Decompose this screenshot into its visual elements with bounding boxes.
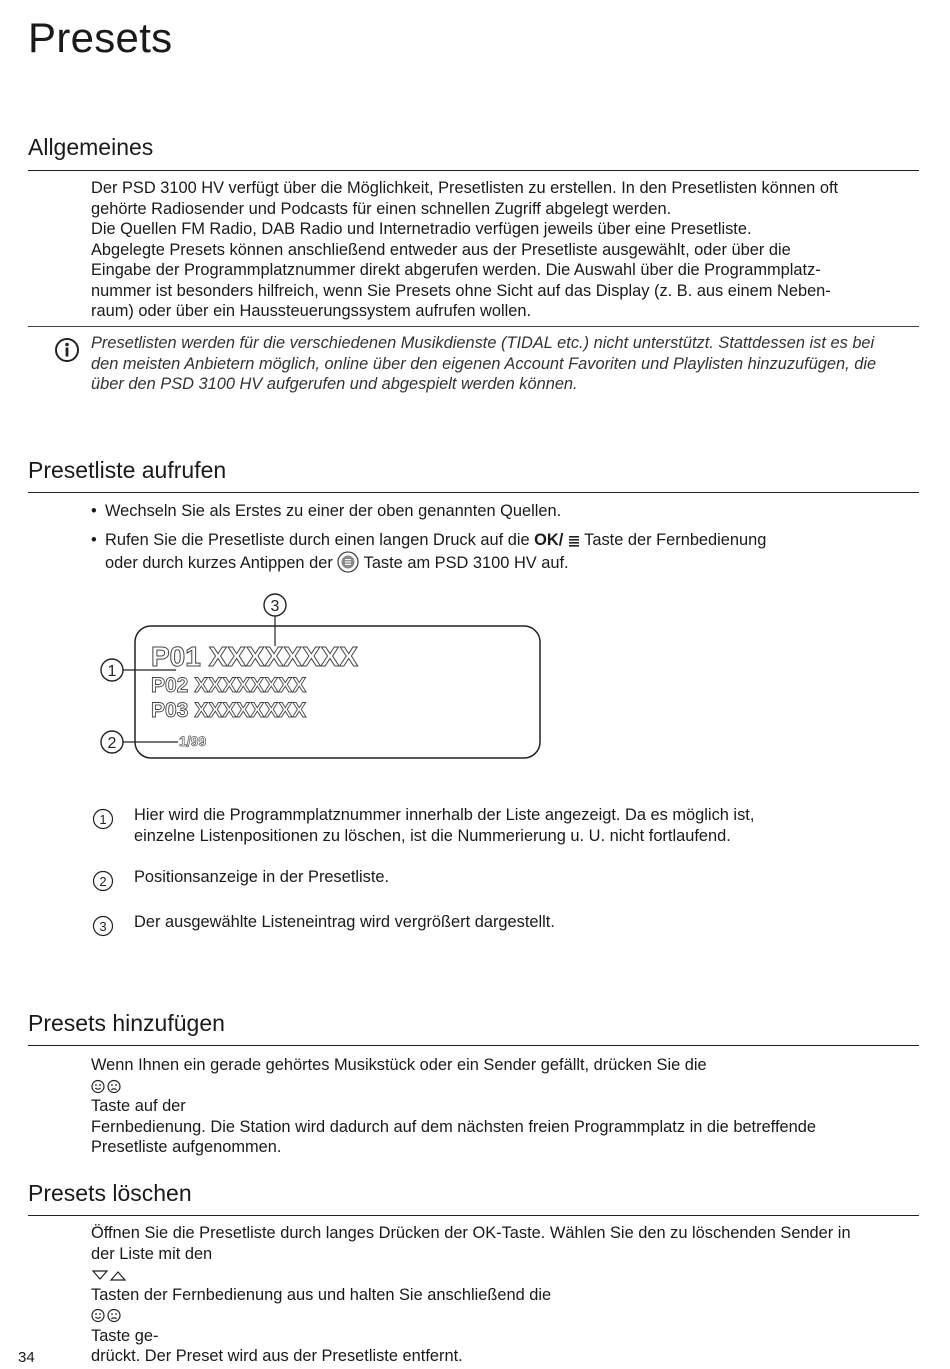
page-title: Presets [28, 14, 173, 61]
legend-text-3: Der ausgewählte Listeneintrag wird vergrößert dargestellt. [134, 913, 555, 931]
text-line: raum) oder über ein Haussteuerungssystem aufrufen wollen. [91, 302, 532, 320]
ok-key-label: OK [534, 531, 559, 549]
position-indicator: 1/99 [179, 733, 207, 749]
text-line: Öffnen Sie die Presetliste durch langes Drücken der OK-Taste. Wählen Sie den zu löschenden Sender in [91, 1224, 851, 1242]
loeschen-paragraph [91, 1223, 921, 1367]
key-separator: / [558, 531, 564, 549]
down-up-arrow-icon [91, 1269, 127, 1282]
legend-text-1: Hier wird die Programmplatznummer innerhalb der Liste angezeigt. Da es möglich ist, einzelne Listenpositionen zu löschen, ist die Nummerierung u. U. nicht fortlaufend. [134, 806, 755, 845]
text-line: Abgelegte Presets können anschließend entweder aus der Presetliste ausgewählt, oder über die [91, 240, 791, 259]
text-fragment: Rufen Sie die Presetliste durch einen langen Druck auf die [105, 531, 530, 549]
callout-number: 1 [107, 663, 117, 680]
callout-number: 3 [270, 598, 280, 615]
text-line: gehörte Radiosender und Podcasts für einen schnellen Zugriff abgelegt werden. [91, 199, 672, 218]
text-line: Presetliste aufgenommen. [91, 1138, 282, 1156]
legend-text-2: Positionsanzeige in der Presetliste. [134, 868, 390, 886]
note-line: über den PSD 3100 HV aufgerufen und abgespielt werden können. [91, 375, 578, 393]
list-item [91, 530, 911, 574]
section-divider [28, 1045, 919, 1046]
text-line: drückt. Der Preset wird aus der Presetliste entfernt. [91, 1347, 463, 1365]
display-row: P02 XXXXXXXX [151, 674, 307, 697]
list-menu-icon [568, 534, 580, 548]
text-fragment: oder durch kurzes Antippen der [105, 554, 333, 572]
section-divider [28, 1215, 919, 1216]
section-heading-hinzufuegen: Presets hinzufügen [28, 1010, 225, 1036]
section-heading-allgemeines: Allgemeines [28, 134, 154, 160]
like-dislike-icon [91, 1308, 123, 1323]
legend-number-1 [92, 808, 114, 830]
legend-number-3 [92, 915, 114, 937]
list-item-text [105, 530, 905, 574]
svg-text:3: 3 [99, 919, 107, 934]
note-line: den meisten Anbietern möglich, online über den eigenen Account Favoriten und Playlisten hinzuzufügen, die [91, 354, 877, 373]
section-heading-loeschen: Presets löschen [28, 1180, 192, 1206]
text-line: Der PSD 3100 HV verfügt über die Möglichkeit, Presetlisten zu erstellen. In den Presetlisten können oft [91, 179, 839, 197]
like-dislike-icon [91, 1079, 123, 1094]
info-note [91, 333, 916, 395]
svg-text:2: 2 [99, 874, 107, 889]
page-number: 34 [18, 1349, 35, 1366]
text-line: Eingabe der Programmplatznummer direkt abgerufen werden. Die Auswahl über die Programmplatz- [91, 261, 821, 279]
section-divider [28, 492, 919, 493]
callout-number: 2 [107, 735, 117, 752]
legend-number-2 [92, 870, 114, 892]
note-divider [28, 326, 919, 327]
text-line: Fernbedienung. Die Station wird dadurch auf dem nächsten freien Programmplatz in die betreffende [91, 1117, 816, 1136]
list-button-icon [337, 551, 359, 573]
note-line: Presetlisten werden für die verschiedenen Musikdienste (TIDAL etc.) nicht unterstützt. Stattdessen ist es bei [91, 334, 875, 352]
preset-display-illustration [90, 588, 550, 768]
hinzufuegen-paragraph [91, 1055, 921, 1158]
list-item-text: Wechseln Sie als Erstes zu einer der oben genannten Quellen. [105, 502, 562, 520]
text-line: Die Quellen FM Radio, DAB Radio und Internetradio verfügen jeweils über eine Presetliste. [91, 220, 752, 238]
text-line: Wenn Ihnen ein gerade gehörtes Musikstück oder ein Sender gefällt, drücken Sie die Taste auf der [91, 1056, 707, 1115]
display-row-selected: P01 XXXXXXXX [151, 641, 359, 672]
allgemeines-paragraph [91, 178, 911, 322]
bullet-dot: • [91, 502, 97, 520]
info-icon [54, 337, 80, 363]
section-divider [28, 170, 919, 171]
text-fragment: Taste am PSD 3100 HV auf. [363, 554, 569, 572]
text-line: nummer ist besonders hilfreich, wenn Sie Presets ohne Sicht auf das Display (z. B. aus einem Neben- [91, 281, 831, 300]
text-line: der Liste mit den Tasten der Fernbedienung aus und halten Sie anschließend die Taste ge- [91, 1244, 552, 1345]
text-fragment: Taste der Fernbedienung [584, 531, 767, 549]
svg-text:1: 1 [99, 812, 107, 827]
bullet-dot: • [91, 531, 97, 549]
section-heading-aufrufen: Presetliste aufrufen [28, 457, 227, 483]
display-row: P03 XXXXXXXX [151, 699, 307, 722]
